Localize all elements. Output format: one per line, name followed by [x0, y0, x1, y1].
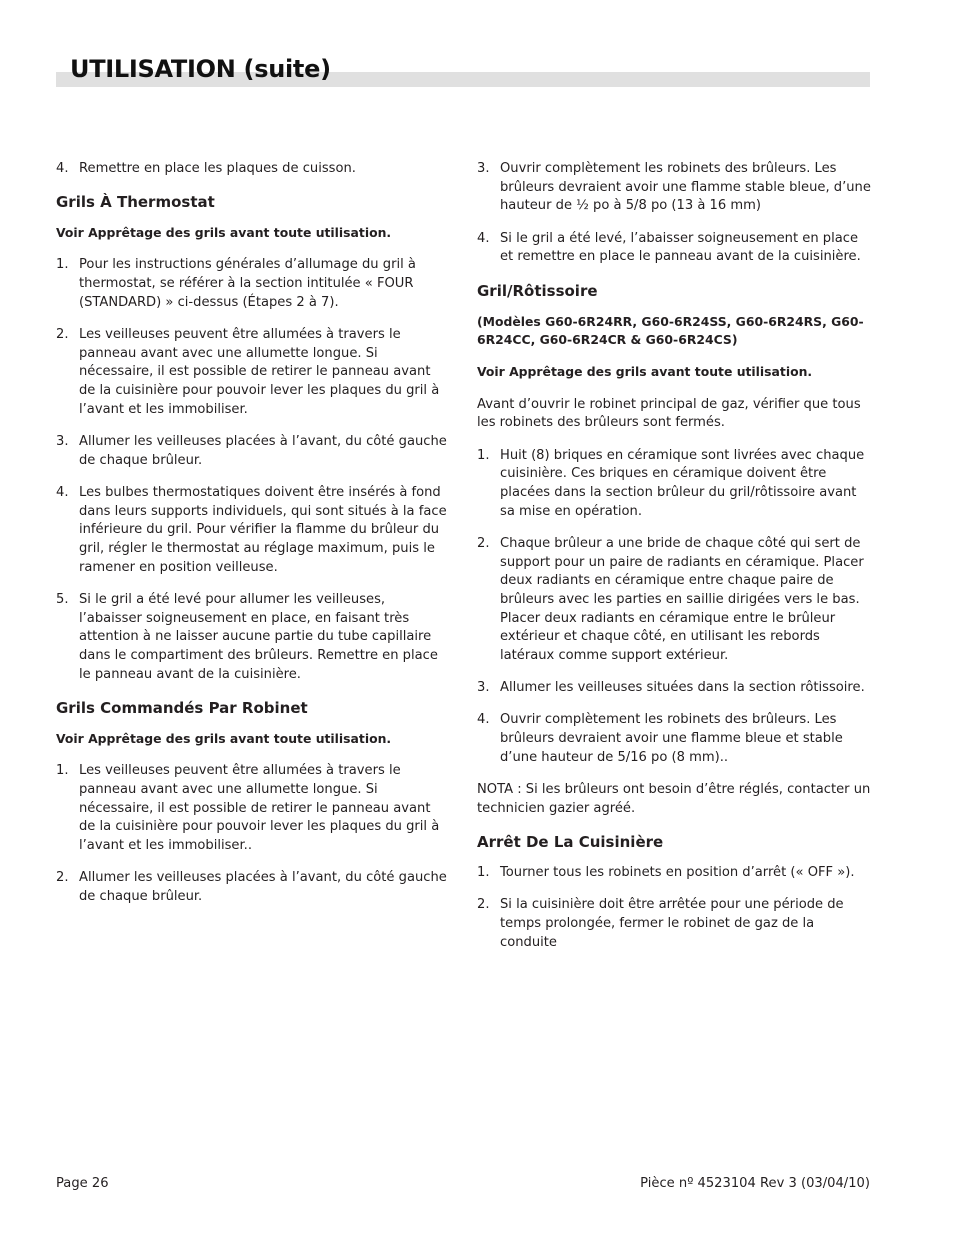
item-text: Ouvrir complètement les robinets des brûleurs. Les brûleurs devraient avoir une flamme bleue et stable d’une hauteur de 5/16 po (8 mm)..: [500, 712, 843, 765]
list-item: [477, 896, 871, 952]
list-item: [56, 484, 448, 578]
section-note: Voir Apprêtage des grils avant toute utilisation.: [56, 730, 392, 746]
item-text: Les veilleuses peuvent être allumées à travers le panneau avant avec une allumette longue. Si nécessaire, il est possible de retirer le panneau avant de la cuisinière pour pouvoir lever les plaques du gril à l’avant et les immobiliser..: [79, 763, 440, 853]
item-text: Chaque brûleur a une bride de chaque côté qui sert de support pour un paire de radiants en céramique. Placer deux radiants en céramique entre chaque paire de brûleurs avec les parties en saillie dirigées vers le bas. Placer deux radiants en céramique entre le brûleur extérieur et chaque côté, en utilisant les rebords latéraux comme support extérieur.: [500, 535, 864, 664]
item-text: Huit (8) briques en céramique sont livrées avec chaque cuisinière. Ces briques en céramique doivent être placées dans la section brûleur du gril/rôtissoire avant sa mise en opération.: [500, 447, 865, 519]
item-text: Les bulbes thermostatiques doivent être insérés à fond dans leurs supports individuels, qui sont situés à la face inférieure du gril. Pour vérifier la flamme du brûleur du gril, régler le thermostat au réglage maximum, puis le ramener en position veilleuse.: [79, 484, 447, 575]
list-item: [477, 711, 871, 767]
item-text: Pour les instructions générales d’allumage du gril à thermostat, se référer à la section intitulée « FOUR (STANDARD) » ci-dessus (Étapes 2 à 7).: [79, 257, 416, 310]
page-number: Page 26: [56, 1176, 109, 1191]
item-number: 2.: [56, 870, 69, 886]
item-number: 2.: [56, 327, 69, 343]
item-number: 3.: [56, 434, 69, 450]
right-column: [477, 160, 871, 966]
item-number: 1.: [56, 763, 69, 779]
item-text: Les veilleuses peuvent être allumées à travers le panneau avant avec une allumette longue. Si nécessaire, il est possible de retirer le panneau avant de la cuisinière pour pouvoir lever les plaques du gril à l’avant et les immobiliser.: [79, 327, 440, 417]
item-text: Ouvrir complètement les robinets des brûleurs. Les brûleurs devraient avoir une flamme stable bleue, d’une hauteur de ½ po à 5/8 po (13 à 16 mm): [500, 161, 871, 214]
page-title: UTILISATION (suite): [70, 55, 331, 83]
section-heading-arret: Arrêt De La Cuisinière: [477, 832, 664, 851]
item-number: 5.: [56, 591, 69, 607]
list-item: [477, 864, 871, 883]
list-item: [56, 160, 448, 179]
section-note: Voir Apprêtage des grils avant toute utilisation.: [477, 364, 813, 380]
section-heading-gril-rotissoire: Gril/Rôtissoire: [477, 281, 598, 300]
list-item: [56, 433, 448, 470]
item-text: Si la cuisinière doit être arrêtée pour une période de temps prolongée, fermer le robinet de gaz de la conduite: [500, 897, 844, 950]
list-item: [56, 256, 448, 312]
item-number: 1.: [56, 257, 69, 273]
list-item: [477, 230, 871, 267]
left-column: [56, 160, 448, 920]
item-text: Allumer les veilleuses situées dans la section rôtissoire.: [500, 680, 865, 696]
item-text: Remettre en place les plaques de cuisson.: [79, 161, 356, 176]
list-item: [56, 869, 448, 906]
item-number: 4.: [477, 230, 490, 246]
list-item: [477, 535, 871, 666]
nota-text: NOTA : Si les brûleurs ont besoin d’être réglés, contacter un technicien gazier agréé.: [477, 782, 871, 816]
item-text: Tourner tous les robinets en position d’arrêt (« OFF »).: [500, 864, 855, 880]
item-number: 2.: [477, 897, 490, 913]
list-item: [56, 762, 448, 856]
item-text: Allumer les veilleuses placées à l’avant, du côté gauche de chaque brûleur.: [79, 434, 447, 468]
item-text: Allumer les veilleuses placées à l’avant, du côté gauche de chaque brûleur.: [79, 870, 447, 904]
item-number: 4.: [56, 161, 69, 176]
section-models: (Modèles G60-6R24RR, G60-6R24SS, G60-6R24RS, G60-6R24CC, G60-6R24CR & G60-6R24CS): [477, 313, 864, 348]
item-number: 4.: [56, 484, 69, 500]
list-item: [477, 160, 871, 216]
section-heading-grils-thermostat: Grils À Thermostat: [56, 193, 215, 212]
part-number: Pièce nº 4523104 Rev 3 (03/04/10): [640, 1176, 870, 1191]
list-item: [477, 679, 871, 698]
item-number: 3.: [477, 161, 490, 176]
item-number: 1.: [477, 864, 490, 880]
item-number: 3.: [477, 680, 490, 696]
item-text: Si le gril a été levé, l’abaisser soigneusement en place et remettre en place le panneau avant de la cuisinière.: [500, 230, 861, 265]
item-number: 2.: [477, 535, 490, 551]
list-item: [56, 591, 448, 685]
item-number: 1.: [477, 447, 490, 463]
list-item: [56, 326, 448, 420]
section-note: Voir Apprêtage des grils avant toute utilisation.: [56, 225, 392, 241]
section-heading-grils-robinet: Grils Commandés Par Robinet: [56, 698, 308, 717]
list-item: [477, 447, 871, 522]
item-number: 4.: [477, 712, 490, 728]
section-intro: Avant d’ouvrir le robinet principal de gaz, vérifier que tous les robinets des brûleurs sont fermés.: [477, 396, 861, 431]
item-text: Si le gril a été levé pour allumer les veilleuses, l’abaisser soigneusement en place, en faisant très attention à ne laisser aucune partie du tube capillaire dans le compartiment des brûleurs. Remettre en place le panneau avant de la cuisinière.: [79, 591, 438, 682]
